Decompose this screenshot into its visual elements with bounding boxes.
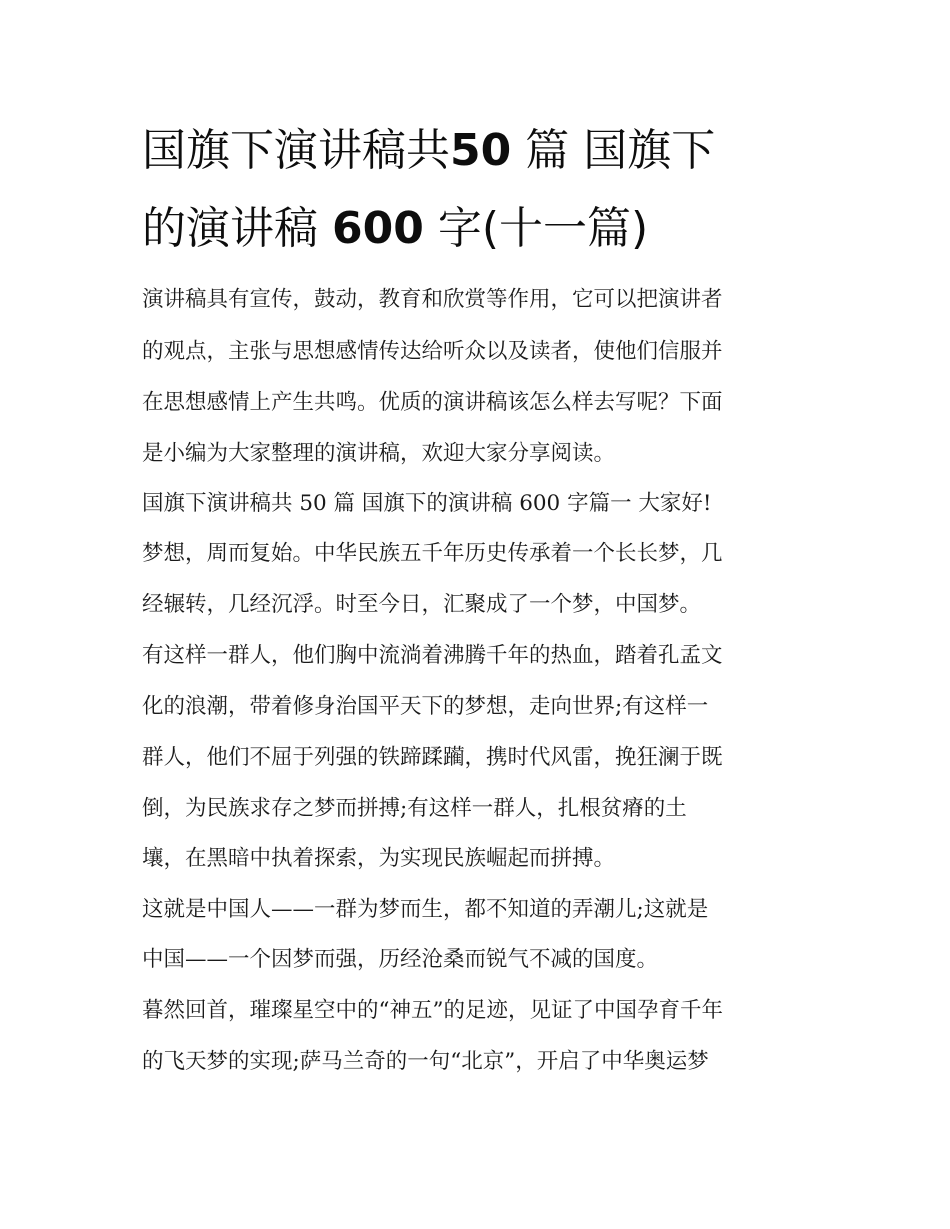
body-line: 国旗下演讲稿共 50 篇 国旗下的演讲稿 600 字篇一 大家好! bbox=[142, 491, 712, 516]
body-line: 梦想，周而复始。中华民族五千年历史传承着一个长长梦，几 bbox=[142, 541, 723, 566]
title-number-1: 50 bbox=[450, 125, 512, 176]
title-part-1: 国旗下演讲稿共 bbox=[142, 125, 450, 176]
body-line: 有这样一群人，他们胸中流淌着沸腾千年的热血，踏着孔孟文 bbox=[142, 643, 723, 668]
body-line: 暮然回首，璀璨星空中的“神五”的足迹，见证了中国孕育千年 bbox=[142, 998, 723, 1023]
body-line: 中国——一个因梦而强，历经沧桑而锐气不减的国度。 bbox=[142, 947, 659, 972]
body-line: 的观点，主张与思想感情传达给听众以及读者，使他们信服并 bbox=[142, 339, 723, 364]
body-line: 经辗转，几经沉浮。时至今日，汇聚成了一个梦，中国梦。 bbox=[142, 592, 702, 617]
document-title bbox=[142, 112, 822, 268]
body-line: 的飞天梦的实现;萨马兰奇的一句“北京”，开启了中华奥运梦 bbox=[142, 1049, 709, 1074]
body-line: 群人，他们不屈于列强的铁蹄蹂躏，携时代风雷，挽狂澜于既 bbox=[142, 745, 723, 770]
body-line: 化的浪潮，带着修身治国平天下的梦想，走向世界;有这样一 bbox=[142, 694, 709, 719]
title-part-3: 的演讲稿 bbox=[142, 203, 318, 254]
body-line: 是小编为大家整理的演讲稿，欢迎大家分享阅读。 bbox=[142, 441, 616, 466]
title-part-4: 字(十一篇) bbox=[437, 203, 649, 254]
body-line: 在思想感情上产生共鸣。优质的演讲稿该怎么样去写呢？下面 bbox=[142, 390, 723, 415]
body-line: 倒，为民族求存之梦而拼搏;有这样一群人，扎根贫瘠的土 bbox=[142, 796, 687, 821]
body-line: 演讲稿具有宣传，鼓动，教育和欣赏等作用，它可以把演讲者 bbox=[142, 287, 723, 312]
body-line: 壤，在黑暗中执着探索，为实现民族崛起而拼搏。 bbox=[142, 846, 616, 871]
title-number-2: 600 bbox=[332, 203, 424, 254]
body-line: 这就是中国人——一群为梦而生，都不知道的弄潮儿;这就是 bbox=[142, 897, 709, 922]
title-part-2: 篇 国旗下 bbox=[525, 125, 716, 176]
